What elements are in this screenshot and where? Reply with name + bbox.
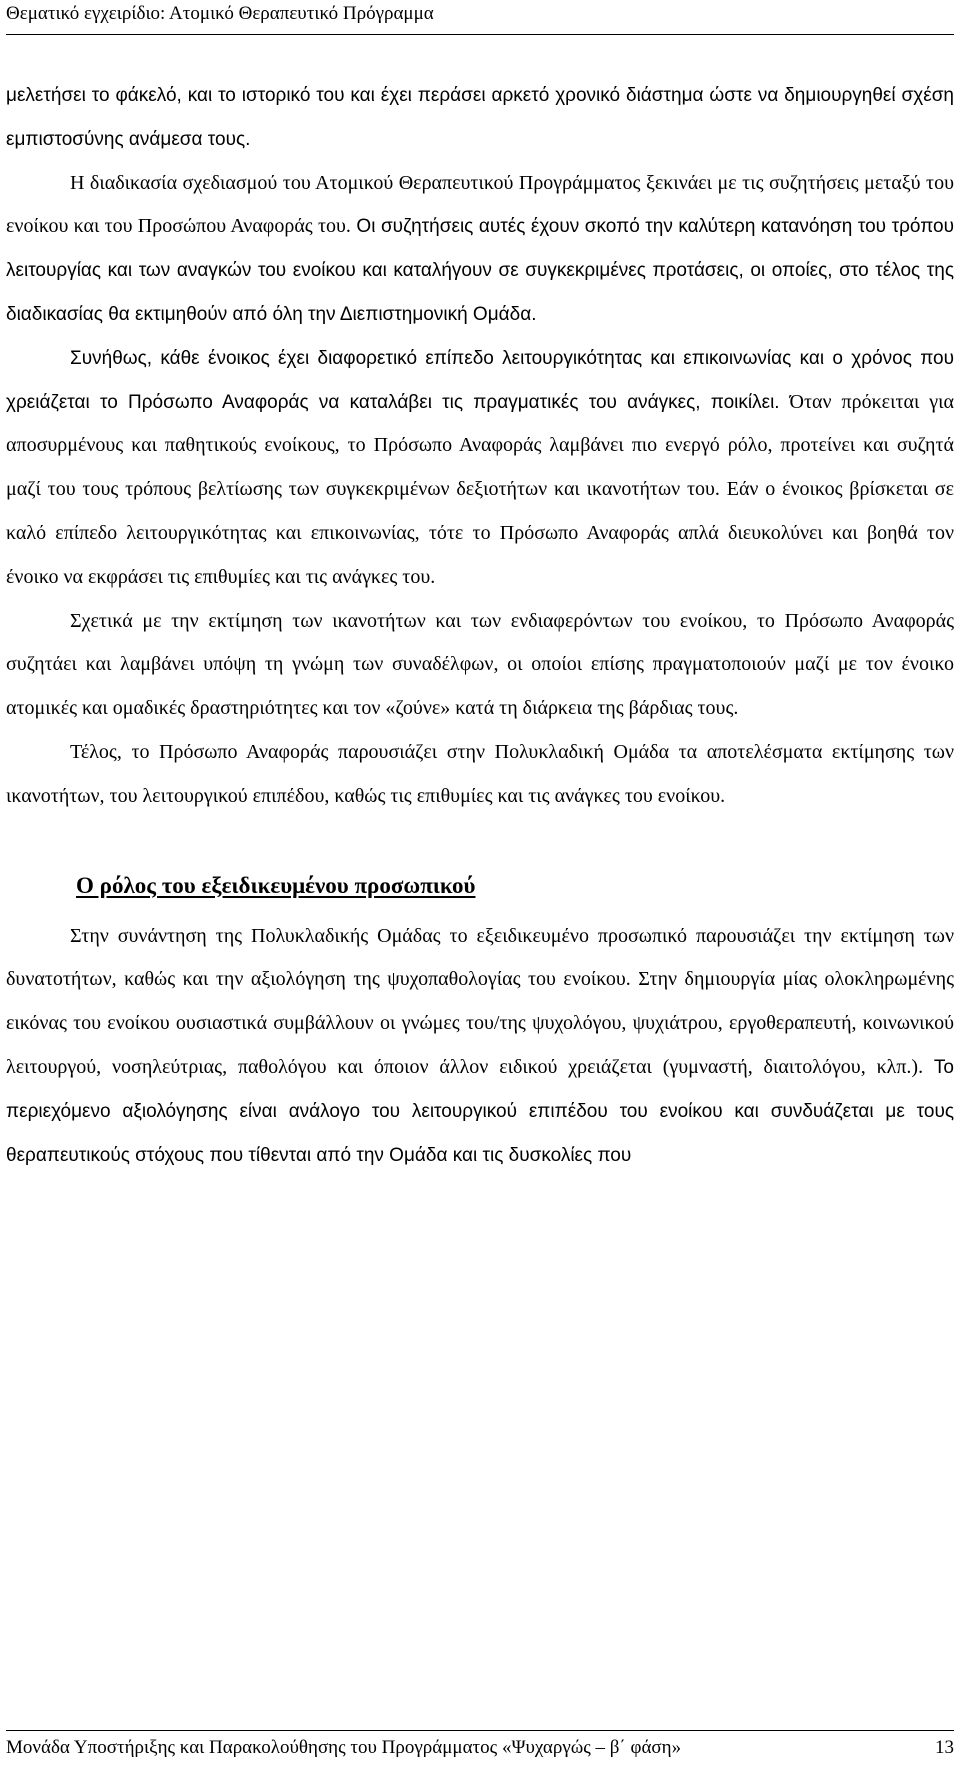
paragraph-text-serif: Στην δημιουργία μίας ολοκληρωμένης εικόνας του ενοίκου ουσιαστικά συμβάλλουν οι γνώμες του/της ψυχολόγου, ψυχιάτρου, εργοθεραπευτή, κοινωνικού λειτουργού, νοσηλεύτριας, παθολόγου και όποιον άλλον ειδικού χρειάζεται (γυμναστή, διαιτολόγου, κλπ.).: [6, 968, 954, 1078]
document-body: [6, 74, 954, 1177]
paragraph-text-sans: Το περιεχόμενο αξιολόγησης είναι ανάλογο του λειτουργικού επιπέδου του ενοίκου και συνδυάζεται με τους θεραπευτικούς στόχους που τίθενται από την Ομάδα και τις δυσκολίες που: [6, 1056, 954, 1166]
section-heading: Ο ρόλος του εξειδικευμένου προσωπικού: [76, 872, 476, 898]
paragraph-results-presentation: [6, 731, 954, 819]
paragraph-text-sans: Οι συζητήσεις αυτές έχουν σκοπό την καλύτερη κατανόηση του τρόπου λειτουργίας και των αναγκών του ενοίκου και καταλήγουν σε συγκεκριμένες προτάσεις, οι οποίες, στο τέλος της διαδικασίας θα εκτιμηθούν από όλη την Διεπιστημονική Ομάδα.: [6, 216, 954, 325]
paragraph-text-serif: Όταν πρόκειται για αποσυρμένους και παθητικούς ενοίκους, το Πρόσωπο Αναφοράς λαμβάνει πιο ενεργό ρόλο, προτείνει και συζητά μαζί του τους τρόπους βελτίωσης των συγκεκριμένων δεξιοτήτων και ικανοτήτων του.: [6, 390, 955, 501]
paragraph-text-serif: Εάν ο ένοικος βρίσκεται σε καλό επίπεδο λειτουργικότητας και επικοινωνίας, τότε το Πρόσωπο Αναφοράς απλά διευκολύνει και βοηθά τον ένοικο να εκφράσει τις επιθυμίες και τις ανάγκες του.: [6, 478, 954, 588]
paragraph-planning-process: [6, 162, 954, 337]
page-number: 13: [935, 1737, 954, 1758]
paragraph-abilities-assessment: [6, 600, 954, 731]
paragraph-text: Σχετικά με την εκτίμηση των ικανοτήτων και των ενδιαφερόντων του ενοίκου, το Πρόσωπο Αναφοράς συζητάει και λαμβάνει υπόψη τη γνώμη των συναδέλφων, οι οποίοι επίσης πραγματοποιούν μαζί με τον ένοικο ατομικές και ομαδικές δραστηριότητες και τον «ζούνε» κατά τη διάρκεια της βάρδιας τους.: [6, 609, 954, 720]
paragraph-continuation: [6, 74, 954, 162]
running-header: Θεματικό εγχειρίδιο: Ατομικό Θεραπευτικό Πρόγραμμα: [6, 3, 434, 24]
paragraph-text-sans: Συνήθως, κάθε ένοικος έχει διαφορετικό επίπεδο λειτουργικότητας και επικοινωνίας και ο χρόνος που χρειάζεται το Πρόσωπο Αναφοράς να καταλάβει τις πραγματικές του ανάγκες, ποικίλει.: [6, 347, 954, 413]
paragraph-text: Τέλος, το Πρόσωπο Αναφοράς παρουσιάζει στην Πολυκλαδική Ομάδα τα αποτελέσματα εκτίμησης των ικανοτήτων, του λειτουργικού επιπέδου, καθώς τις επιθυμίες και τις ανάγκες του ενοίκου.: [6, 740, 954, 807]
paragraph-specialist-staff: [6, 915, 954, 1178]
header-rule: [6, 34, 954, 35]
paragraph-text: μελετήσει το φάκελό, και το ιστορικό του και έχει περάσει αρκετό χρονικό διάστημα ώστε να δημιουργηθεί σχέση εμπιστοσύνης ανάμεσα τους.: [6, 85, 954, 150]
paragraph-text-serif: Στην συνάντηση της Πολυκλαδικής Ομάδας το εξειδικευμένο προσωπικό παρουσιάζει την εκτίμηση των δυνατοτήτων, καθώς και την αξιολόγηση της ψυχοπαθολογίας του ενοίκου.: [6, 924, 954, 991]
footer-rule: [6, 1730, 954, 1731]
paragraph-text-serif: Η διαδικασία σχεδιασμού του Ατομικού Θεραπευτικού Προγράμματος ξεκινάει με τις συζητήσεις μεταξύ του ενοίκου και του Προσώπου Αναφοράς του.: [6, 171, 954, 238]
footer-text: Μονάδα Υποστήριξης και Παρακολούθησης του Προγράμματος «Ψυχαργώς – β΄ φάση»: [6, 1737, 682, 1758]
section-spacer: [6, 819, 954, 871]
paragraph-functionality-levels: [6, 337, 954, 600]
